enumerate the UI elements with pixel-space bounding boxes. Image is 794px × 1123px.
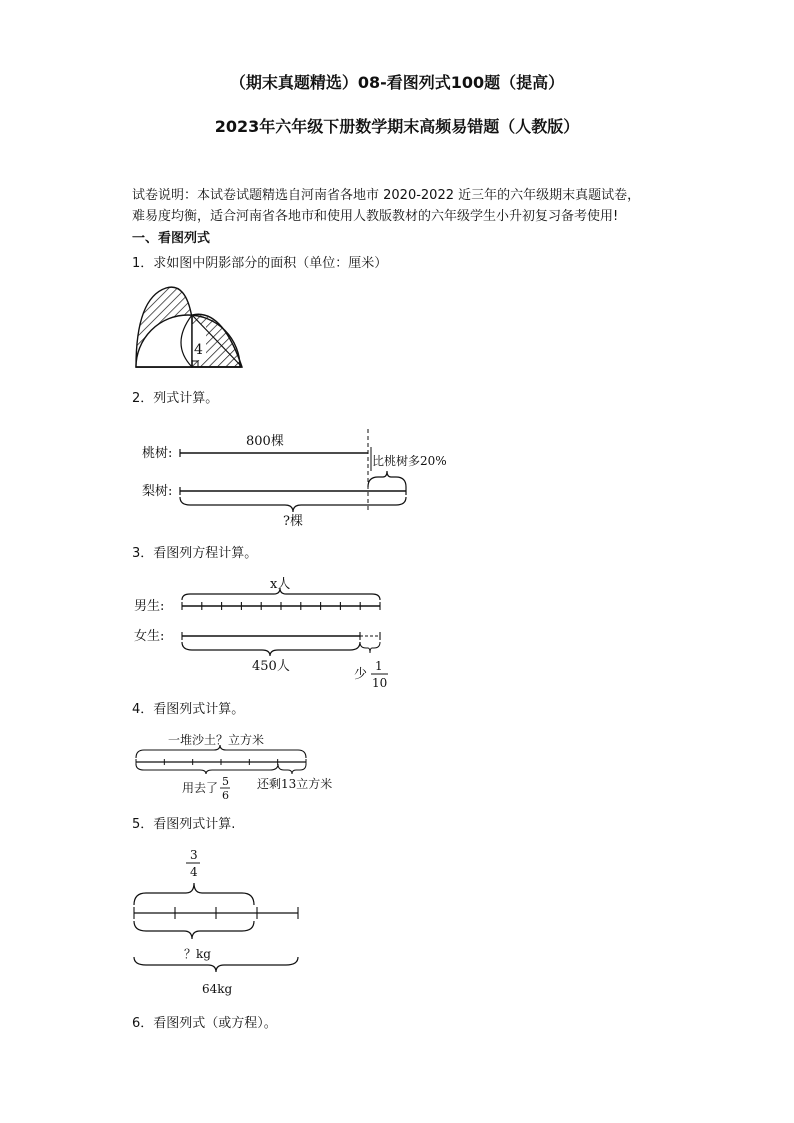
boys-count-label: x人 — [270, 577, 291, 592]
extra-label: 比桃树多20% — [372, 454, 447, 468]
question-text: 列式计算。 — [153, 391, 219, 406]
page-title: （期末真题精选）08-看图列式100题（提高） — [229, 73, 565, 92]
part-label: ？kg — [184, 947, 211, 961]
question-number: 2． — [132, 391, 154, 406]
question-number: 6． — [132, 1016, 154, 1031]
peach-label: 桃树: — [142, 446, 173, 461]
pear-total-label: ?棵 — [283, 514, 303, 529]
extra-brace — [368, 471, 406, 487]
question-4 — [132, 700, 244, 720]
used-label: 用去了 — [182, 781, 219, 795]
question-text: 看图列方程计算。 — [153, 546, 258, 561]
weight-bar-diagram — [128, 845, 308, 1000]
page-subtitle: 2023年六年级下册数学期末高频易错题（人教版） — [214, 117, 580, 136]
question-text: 看图列式（或方程）。 — [153, 1016, 277, 1031]
boys-label: 男生: — [134, 599, 165, 614]
used-fraction-numerator: 5 — [222, 775, 229, 788]
fraction-numerator: 1 — [375, 659, 383, 673]
girls-count-label: 450人 — [252, 659, 290, 674]
question-text: 求如图中阴影部分的面积（单位：厘米） — [153, 256, 388, 271]
part-brace — [134, 921, 254, 939]
question-number: 1． — [132, 256, 154, 271]
question-number: 3． — [132, 546, 154, 561]
question-text: 看图列式计算。 — [153, 702, 245, 717]
semicircle-shaded-figure — [130, 284, 250, 374]
fraction-brace — [134, 883, 254, 905]
question-5 — [132, 815, 235, 835]
used-brace — [136, 764, 278, 774]
students-bar-diagram — [134, 574, 404, 694]
fraction-numerator: 3 — [190, 848, 198, 862]
question-number: 4． — [132, 702, 154, 717]
intro-line-2: 难易度均衡，适合河南省各地市和使用人教版教材的六年级学生小升初复习备考使用! — [132, 209, 619, 224]
tree-bar-diagram — [140, 425, 470, 530]
remaining-label: 还剩13立方米 — [257, 777, 333, 791]
question-6 — [132, 1014, 277, 1034]
question-text: 看图列式计算. — [153, 817, 236, 832]
pear-label: 梨树: — [142, 484, 173, 499]
total-label: 64kg — [202, 982, 233, 996]
girls-brace — [182, 642, 360, 656]
used-fraction-denominator: 6 — [222, 789, 229, 802]
question-2 — [132, 389, 218, 409]
total-brace — [134, 957, 298, 972]
intro-line-1: 试卷说明：本试卷试题精选自河南省各地市 2020-2022 近三年的六年级期末真题试卷， — [132, 188, 641, 203]
fraction-denominator: 10 — [372, 676, 388, 690]
section-heading: 一、看图列式 — [132, 231, 211, 246]
total-brace — [180, 497, 406, 512]
peach-count-label: 800棵 — [246, 434, 284, 449]
fraction-denominator: 4 — [190, 865, 198, 879]
less-label: 少 — [354, 667, 368, 682]
question-1 — [132, 254, 387, 274]
height-label: 4 — [194, 342, 203, 358]
sand-bar-diagram — [130, 730, 350, 802]
sand-total-label: 一堆沙土？立方米 — [168, 733, 265, 747]
question-number: 5． — [132, 817, 154, 832]
girls-label: 女生: — [134, 629, 165, 644]
question-3 — [132, 544, 257, 564]
